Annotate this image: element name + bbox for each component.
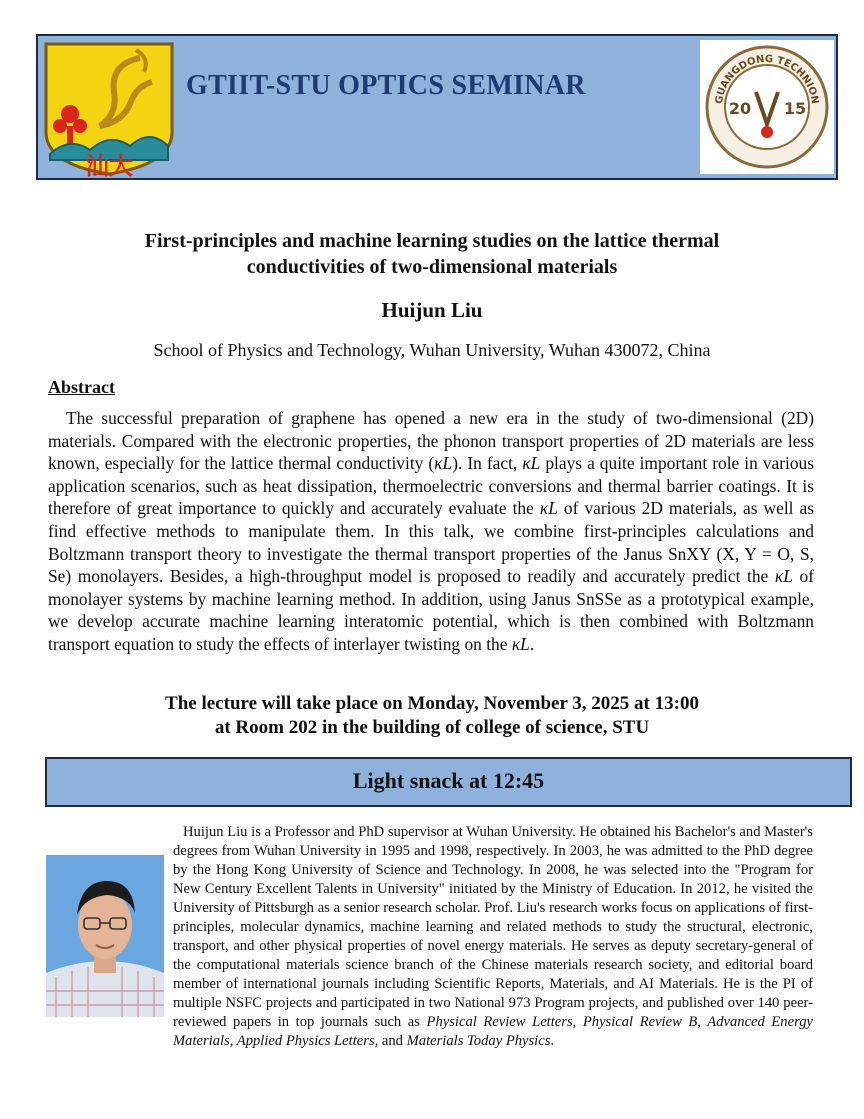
- speaker-photo-icon: [46, 855, 164, 1017]
- abstract-text: The successful preparation of graphene has opened a new era in the study of two-dimensional (2D) materials. Compared with the electronic properties, the phonon transport properties of 2D materials are less known, especially for the lattice thermal conductivity (κL). In fact, κL plays a quite important role in various application scenarios, such as heat dissipation, thermoelectric conversions and thermal barrier coatings. It is therefore of great importance to quickly and accurately evaluate the κL of various 2D materials, as well as find effective methods to manipulate them. In this talk, we combine first-principles calculations and Boltzmann transport theory to investigate the thermal transport properties of the Janus SnXY (X, Y = O, S, Se) monolayers. Besides, a high-throughput model is proposed to readily and accurately predict the κL of monolayer systems by machine learning method. In addition, using Janus SnSSe as a prototypical example, we develop accurate machine learning interatomic potential, which is then combined with Boltzmann transport equation to study the effects of interlayer twisting on the κL.: [48, 408, 815, 654]
- speaker-biography: Huijun Liu is a Professor and PhD supervisor at Wuhan University. He obtained his Bachelor's and Master's degrees from Wuhan University in 1995 and 1998, respectively. In 2003, he was admitted to the PhD degree by the Hong Kong University of Science and Technology. In 2008, he was selected into the "Program for New Century Excellent Talents in University" initiated by the Ministry of Education. In 2012, he visited the University of Pittsburgh as a senior research scholar. Prof. Liu's research works focus on applications of first-principles, molecular dynamics, machine learning and related methods to study the structural, electronic, transport, and other physical properties of novel energy materials. He serves as deputy secretary-general of the computational materials science branch of the Chinese materials research society, and editorial board member of international journals including Scientific Reports, Materials, and AI Materials. He is the PI of multiple NSFC projects and participated in two National 973 Program projects, and published over 140 peer-reviewed papers in top journals such as Physical Review Letters, Physical Review B, Advanced Energy Materials, Applied Physics Letters, and Materials Today Physics.: [173, 824, 813, 1049]
- kappa-l-symbol: κL: [434, 453, 453, 474]
- speaker-name: Huijun Liu: [381, 298, 483, 322]
- talk-title-line-1: First-principles and machine learning studies on the lattice thermal: [144, 230, 720, 252]
- speaker-affiliation: School of Physics and Technology, Wuhan University, Wuhan 430072, China: [153, 340, 711, 360]
- talk-title-line-2: conductivities of two-dimensional materials: [246, 256, 618, 278]
- journal-list: Physical Review Letters, Physical Review B, Advanced Energy Materials, Applied Physics Letters,: [173, 1014, 813, 1049]
- kappa-l-symbol: κL: [774, 566, 793, 587]
- kappa-l-symbol: κL: [522, 453, 541, 474]
- kappa-l-symbol: κL: [511, 633, 530, 654]
- seminar-title: GTIIT-STU OPTICS SEMINAR: [186, 70, 586, 101]
- seal-year-b: 15: [783, 99, 807, 118]
- journal-last: Materials Today Physics: [406, 1033, 551, 1049]
- talk-title: [80, 228, 784, 280]
- kappa-l-symbol: κL: [539, 498, 558, 519]
- lecture-schedule: [0, 692, 864, 740]
- seal-name: GUANGDONG TECHNION: [713, 53, 821, 105]
- lecture-location: at Room 202 in the building of college of science, STU: [214, 717, 650, 738]
- stu-logo-icon: [40, 36, 178, 178]
- seal-year-a: 20: [728, 99, 752, 118]
- lecture-date-time: The lecture will take place on Monday, November 3, 2025 at 13:00: [165, 693, 699, 714]
- guangdong-technion-seal-icon: [700, 40, 834, 174]
- stu-logo-text: 汕大: [85, 152, 133, 178]
- snack-time: Light snack at 12:45: [352, 768, 545, 793]
- abstract-heading: Abstract: [48, 377, 115, 397]
